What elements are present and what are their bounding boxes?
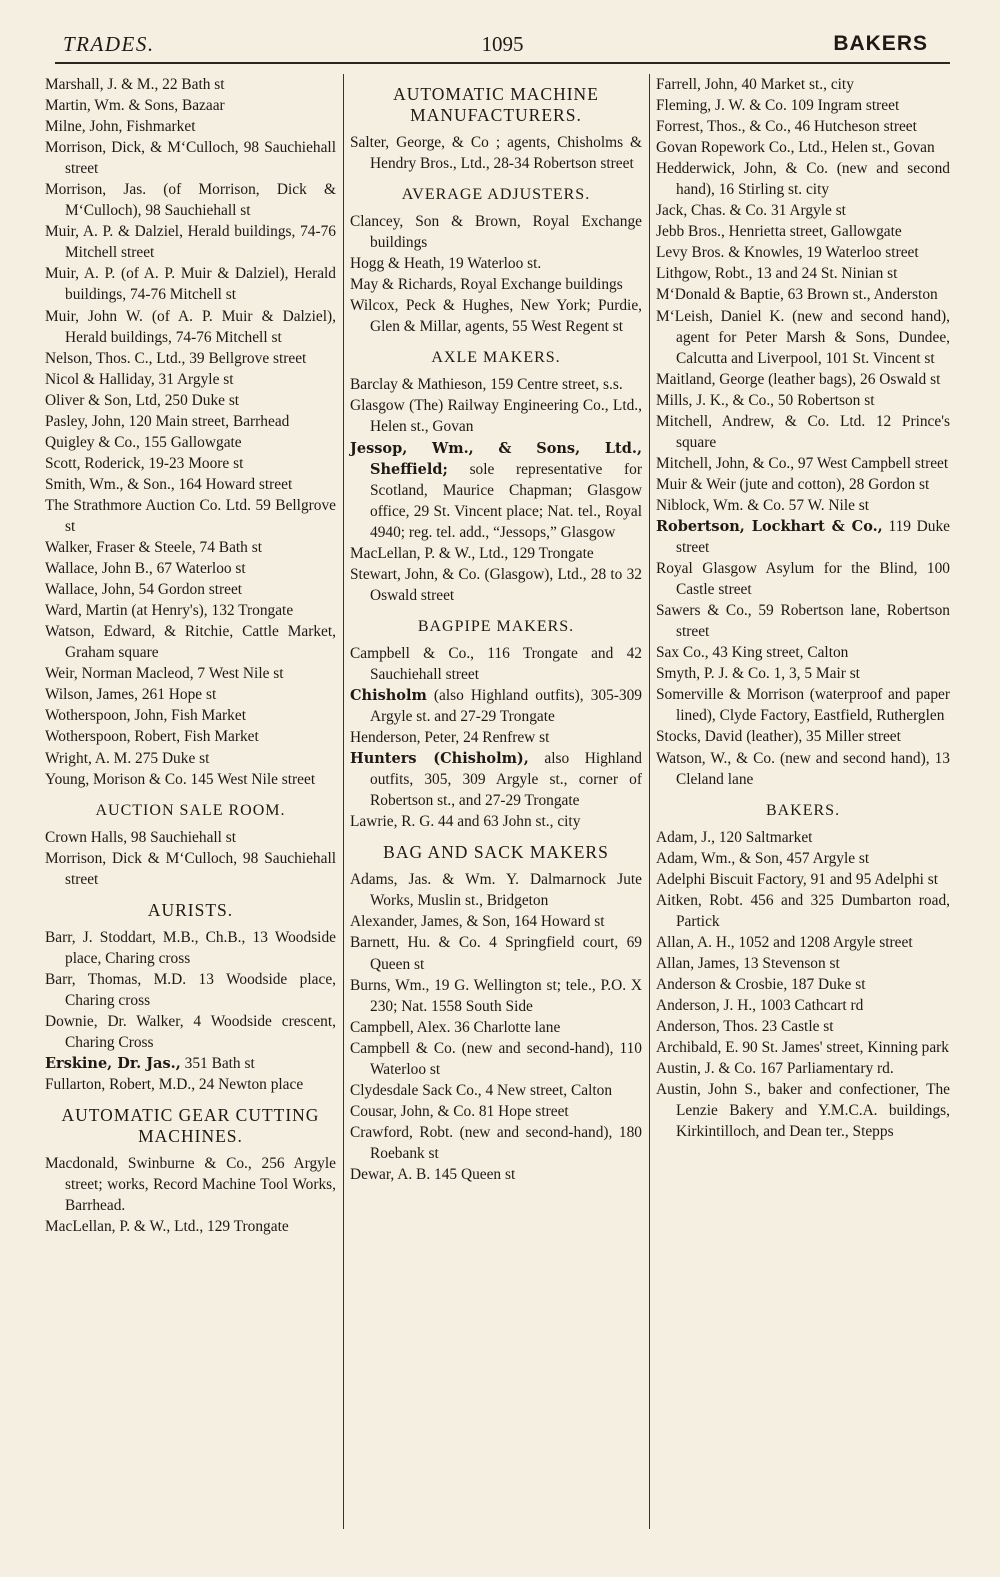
directory-entry xyxy=(45,306,336,348)
directory-entry xyxy=(656,827,950,848)
entry-text: Mills, J. K., & Co., 50 Robertson st xyxy=(656,391,875,409)
entry-text: Crawford, Robt. (new and second-hand), 180 Roebank st xyxy=(350,1123,642,1162)
entry-bold-name: Erskine, Dr. Jas., xyxy=(45,1055,181,1073)
trade-heading: BAGPIPE MAKERS. xyxy=(417,617,575,635)
entry-text: Nicol & Halliday, 31 Argyle st xyxy=(45,370,234,388)
trade-heading: BAKERS. xyxy=(765,801,841,819)
directory-entry xyxy=(656,869,950,890)
directory-entry xyxy=(45,558,336,579)
trade-heading: BAG AND SACK MAKERS xyxy=(383,842,609,863)
entry-text: Clydesdale Sack Co., 4 New street, Calton xyxy=(350,1081,613,1099)
directory-entry xyxy=(350,295,642,337)
trade-heading: AXLE MAKERS. xyxy=(431,349,561,367)
entry-text: Barclay & Mathieson, 159 Centre street, s.s. xyxy=(350,376,623,394)
entry-text: Forrest, Thos., & Co., 46 Hutcheson street xyxy=(656,118,917,136)
entry-text: Crown Halls, 98 Sauchiehall st xyxy=(45,828,237,846)
directory-columns xyxy=(45,74,950,1554)
directory-entry xyxy=(656,558,950,600)
directory-entry xyxy=(656,890,950,932)
entry-text: Weir, Norman Macleod, 7 West Nile st xyxy=(45,665,284,683)
entry-text: Farrell, John, 40 Market st., city xyxy=(656,76,854,93)
directory-entry xyxy=(350,395,642,437)
directory-entry xyxy=(45,116,336,137)
directory-entry xyxy=(656,726,950,747)
entry-text: The Strathmore Auction Co. Ltd. 59 Bellgrove st xyxy=(45,496,336,535)
entry-text: Watson, W., & Co. (new and second hand), 13 Cleland lane xyxy=(656,749,950,788)
page-number: 1095 xyxy=(481,32,524,56)
entry-text: 351 Bath st xyxy=(180,1055,255,1073)
trade-heading: BAKERS xyxy=(833,32,928,55)
column-left xyxy=(45,74,336,1237)
entry-text: Muir, John W. (of A. P. Muir & Dalziel), Herald buildings, 74-76 Mitchell st xyxy=(45,307,336,346)
entry-text: Adelphi Biscuit Factory, 91 and 95 Adelphi st xyxy=(656,870,938,888)
page-header xyxy=(55,30,950,64)
directory-entry xyxy=(45,263,336,305)
directory-entry xyxy=(45,348,336,369)
directory-entry xyxy=(45,411,336,432)
directory-entry xyxy=(45,369,336,390)
entry-text: Quigley & Co., 155 Gallowgate xyxy=(45,433,242,451)
trade-heading: AUTOMATIC MACHINE MANUFACTURERS. xyxy=(393,84,599,125)
entry-text: Mitchell, John, & Co., 97 West Campbell street xyxy=(656,454,949,472)
directory-entry xyxy=(656,848,950,869)
entry-text: Sax Co., 43 King street, Calton xyxy=(656,644,849,662)
directory-entry xyxy=(45,827,336,848)
entry-text: 119 Duke street xyxy=(676,517,950,557)
entry-bold-name: Robertson, Lockhart & Co., xyxy=(656,517,883,535)
entry-text: Martin, Wm. & Sons, Bazaar xyxy=(45,97,225,115)
entry-text: M‘Donald & Baptie, 63 Brown st., Anderston xyxy=(656,286,938,304)
entry-text: Barr, J. Stoddart, M.B., Ch.B., 13 Woodside place, Charing cross xyxy=(45,928,336,967)
entry-text: Barr, Thomas, M.D. 13 Woodside place, Charing cross xyxy=(45,970,336,1009)
entry-text: Morrison, Dick & M‘Culloch, 98 Sauchiehall street xyxy=(45,849,336,888)
directory-entry xyxy=(45,848,336,890)
directory-entry xyxy=(656,390,950,411)
directory-entry xyxy=(656,369,950,390)
directory-entry xyxy=(45,621,336,663)
directory-entry xyxy=(45,927,336,969)
directory-entry xyxy=(656,642,950,663)
directory-entry xyxy=(656,200,950,221)
directory-entry xyxy=(45,1074,336,1095)
entry-text: Young, Morison & Co. 145 West Nile street xyxy=(45,770,316,788)
entry-text: Muir, A. P. (of A. P. Muir & Dalziel), Herald buildings, 74-76 Mitchell st xyxy=(45,265,336,304)
entry-bold-name: Hunters (Chisholm), xyxy=(350,750,529,768)
entry-text: Milne, John, Fishmarket xyxy=(45,118,196,136)
directory-entry xyxy=(656,1037,950,1058)
entry-text: Lithgow, Robt., 13 and 24 St. Ninian st xyxy=(656,265,898,283)
directory-entry xyxy=(350,564,642,606)
entry-text: Adam, J., 120 Saltmarket xyxy=(656,828,813,846)
entry-text: Adams, Jas. & Wm. Y. Dalmarnock Jute Works, Muslin st., Bridgeton xyxy=(350,871,642,910)
directory-entry xyxy=(656,1058,950,1079)
entry-text: Henderson, Peter, 24 Renfrew st xyxy=(350,729,550,747)
entry-text: Morrison, Jas. (of Morrison, Dick & M‘Culloch), 98 Sauchiehall st xyxy=(45,181,336,220)
directory-entry xyxy=(350,932,642,974)
entry-text: Scott, Roderick, 19-23 Moore st xyxy=(45,454,244,472)
entry-text: Maitland, George (leather bags), 26 Oswald st xyxy=(656,370,941,388)
directory-entry xyxy=(656,453,950,474)
directory-entry xyxy=(45,1011,336,1053)
directory-entry xyxy=(350,911,642,932)
entry-text: Austin, John S., baker and confectioner, The Lenzie Bakery and Y.M.C.A. buildings, Kirkintilloch, and Dean ter., Stepps xyxy=(656,1081,950,1141)
entry-text: Wallace, John B., 67 Waterloo st xyxy=(45,560,246,578)
directory-entry xyxy=(656,411,950,453)
directory-entry xyxy=(350,543,642,564)
column-right xyxy=(656,74,950,1142)
directory-entry xyxy=(45,179,336,221)
entry-text: Adam, Wm., & Son, 457 Argyle st xyxy=(656,849,870,867)
directory-entry xyxy=(350,643,642,685)
entry-text: Stewart, John, & Co. (Glasgow), Ltd., 28 to 32 Oswald street xyxy=(350,565,642,604)
directory-entry xyxy=(656,263,950,284)
entry-text: Dewar, A. B. 145 Queen st xyxy=(350,1165,516,1183)
entry-text: M‘Leish, Daniel K. (new and second hand), agent for Peter Marsh & Sons, Dundee, Calcutta and Liverpool, 101 St. Vincent st xyxy=(656,307,950,367)
directory-entry xyxy=(45,453,336,474)
directory-entry xyxy=(350,1017,642,1038)
directory-entry xyxy=(45,95,336,116)
entry-text: Somerville & Morrison (waterproof and paper lined), Clyde Factory, Eastfield, Rutherglen xyxy=(656,686,950,725)
entry-text: Anderson, Thos. 23 Castle st xyxy=(656,1018,834,1036)
entry-text: Campbell & Co. (new and second-hand), 110 Waterloo st xyxy=(350,1039,642,1078)
directory-entry xyxy=(45,969,336,1011)
directory-entry xyxy=(45,769,336,790)
directory-entry xyxy=(45,600,336,621)
entry-text: Campbell, Alex. 36 Charlotte lane xyxy=(350,1018,561,1036)
directory-entry xyxy=(350,374,642,395)
entry-text: Lawrie, R. G. 44 and 63 John st., city xyxy=(350,813,581,831)
entry-text: Muir, A. P. & Dalziel, Herald buildings, 74-76 Mitchell street xyxy=(45,223,336,262)
entry-text: Cousar, John, & Co. 81 Hope street xyxy=(350,1102,569,1120)
directory-entry xyxy=(656,284,950,305)
directory-entry xyxy=(656,242,950,263)
directory-entry xyxy=(45,726,336,747)
directory-entry xyxy=(350,253,642,274)
directory-entry xyxy=(45,74,336,95)
directory-entry xyxy=(656,306,950,369)
directory-entry xyxy=(45,495,336,537)
directory-entry xyxy=(350,1101,642,1122)
entry-text: Archibald, E. 90 St. James' street, Kinning park xyxy=(656,1039,950,1057)
directory-entry xyxy=(656,474,950,495)
directory-entry xyxy=(656,137,950,158)
entry-text: Alexander, James, & Son, 164 Howard st xyxy=(350,913,605,931)
entry-text: Fleming, J. W. & Co. 109 Ingram street xyxy=(656,97,900,115)
directory-entry xyxy=(350,1164,642,1185)
directory-entry xyxy=(45,684,336,705)
directory-entry xyxy=(350,1122,642,1164)
directory-entry xyxy=(350,274,642,295)
entry-text: Salter, George, & Co ; agents, Chisholms & Hendry Bros., Ltd., 28-34 Robertson street xyxy=(350,134,642,173)
directory-entry xyxy=(350,132,642,174)
entry-text: Hogg & Heath, 19 Waterloo st. xyxy=(350,255,542,273)
entry-text: Anderson & Crosbie, 187 Duke st xyxy=(656,975,866,993)
trade-heading: AUCTION SALE ROOM. xyxy=(95,801,286,819)
entry-text: Niblock, Wm. & Co. 57 W. Nile st xyxy=(656,496,870,514)
entry-text: Jebb Bros., Henrietta street, Gallowgate xyxy=(656,223,902,241)
directory-entry xyxy=(656,663,950,684)
directory-entry xyxy=(656,974,950,995)
entry-bold-name: Chisholm xyxy=(350,686,427,704)
directory-entry xyxy=(45,663,336,684)
entry-text: Fullarton, Robert, M.D., 24 Newton place xyxy=(45,1076,304,1094)
entry-text: Ward, Martin (at Henry's), 132 Trongate xyxy=(45,602,294,620)
directory-entry xyxy=(350,869,642,911)
directory-entry xyxy=(45,1053,336,1074)
directory-entry xyxy=(656,932,950,953)
entry-text: Macdonald, Swinburne & Co., 256 Argyle street; works, Record Machine Tool Works, Barrhead. xyxy=(45,1155,336,1215)
directory-entry xyxy=(45,579,336,600)
directory-entry xyxy=(656,684,950,726)
directory-entry xyxy=(45,705,336,726)
section-title: TRADES. xyxy=(63,32,155,56)
column-divider xyxy=(343,74,344,1529)
directory-entry xyxy=(350,975,642,1017)
directory-entry xyxy=(45,748,336,769)
directory-entry xyxy=(45,390,336,411)
entry-text: Anderson, J. H., 1003 Cathcart rd xyxy=(656,996,864,1014)
entry-text: Jack, Chas. & Co. 31 Argyle st xyxy=(656,202,846,220)
directory-entry xyxy=(45,1216,336,1237)
entry-text: Campbell & Co., 116 Trongate and 42 Sauchiehall street xyxy=(350,644,642,683)
entry-text: Govan Ropework Co., Ltd., Helen st., Govan xyxy=(656,139,935,157)
entry-text: Smyth, P. J. & Co. 1, 3, 5 Mair st xyxy=(656,665,860,683)
directory-entry xyxy=(45,221,336,263)
entry-text: Pasley, John, 120 Main street, Barrhead xyxy=(45,412,290,430)
entry-text: Burns, Wm., 19 G. Wellington st; tele., P.O. X 230; Nat. 1558 South Side xyxy=(350,976,642,1015)
entry-text: (also Highland outfits), 305-309 Argyle st. and 27-29 Trongate xyxy=(370,686,642,726)
directory-entry xyxy=(656,748,950,790)
trade-heading: AUTOMATIC GEAR CUTTING MACHINES. xyxy=(61,1105,320,1147)
entry-text: Watson, Edward, & Ritchie, Cattle Market, Graham square xyxy=(45,623,336,662)
entry-text: Allan, A. H., 1052 and 1208 Argyle street xyxy=(656,933,913,951)
directory-entry xyxy=(350,727,642,748)
entry-text: Glasgow (The) Railway Engineering Co., Ltd., Helen st., Govan xyxy=(350,397,642,436)
directory-entry xyxy=(45,137,336,179)
directory-entry xyxy=(656,495,950,516)
entry-text: May & Richards, Royal Exchange buildings xyxy=(350,276,623,294)
directory-entry xyxy=(656,1079,950,1142)
entry-text: Wilson, James, 261 Hope st xyxy=(45,686,217,704)
entry-text: Allan, James, 13 Stevenson st xyxy=(656,954,840,972)
directory-entry xyxy=(350,811,642,832)
trade-heading: AVERAGE ADJUSTERS. xyxy=(401,186,591,204)
directory-entry xyxy=(350,438,642,543)
entry-text: Wilcox, Peck & Hughes, New York; Purdie, Glen & Millar, agents, 55 West Regent st xyxy=(350,297,642,336)
entry-text: Stocks, David (leather), 35 Miller street xyxy=(656,728,901,746)
trade-heading: AURISTS. xyxy=(147,899,234,920)
directory-entry xyxy=(656,600,950,642)
entry-text: Wright, A. M. 275 Duke st xyxy=(45,749,210,767)
entry-text: Sawers & Co., 59 Robertson lane, Robertson street xyxy=(656,602,950,641)
entry-text: Morrison, Dick, & M‘Culloch, 98 Sauchiehall street xyxy=(45,139,336,178)
directory-entry xyxy=(350,1080,642,1101)
column-divider xyxy=(649,74,650,1529)
entry-text: Royal Glasgow Asylum for the Blind, 100 Castle street xyxy=(656,560,950,599)
entry-bold-name: Jessop, Wm., & Sons, Ltd., Sheffield; xyxy=(350,439,642,478)
entry-text: Smith, Wm., & Son., 164 Howard street xyxy=(45,475,293,493)
entry-text: MacLellan, P. & W., Ltd., 129 Trongate xyxy=(350,544,594,562)
entry-text: Wallace, John, 54 Gordon street xyxy=(45,581,243,599)
entry-text: Levy Bros. & Knowles, 19 Waterloo street xyxy=(656,244,919,262)
directory-entry xyxy=(656,995,950,1016)
entry-text: also Highland outfits, 305, 309 Argyle st., corner of Robertson st., and 27-29 Trongate xyxy=(370,750,642,810)
entry-text: sole representative for Scotland, Maurice Chapman; Glasgow office, 29 St. Vincent place; Nat. tel., Royal 4940; reg. tel. add., “Jessops,” Glasgow xyxy=(370,460,642,541)
entry-text: Oliver & Son, Ltd, 250 Duke st xyxy=(45,391,240,409)
directory-entry xyxy=(45,474,336,495)
entry-text: Wotherspoon, John, Fish Market xyxy=(45,707,246,725)
entry-text: Muir & Weir (jute and cotton), 28 Gordon st xyxy=(656,475,930,493)
directory-entry xyxy=(656,516,950,558)
directory-entry xyxy=(350,1038,642,1080)
directory-entry xyxy=(656,95,950,116)
entry-text: Aitken, Robt. 456 and 325 Dumbarton road, Partick xyxy=(656,891,950,930)
directory-entry xyxy=(350,748,642,811)
entry-text: Walker, Fraser & Steele, 74 Bath st xyxy=(45,539,262,557)
entry-text: Clancey, Son & Brown, Royal Exchange buildings xyxy=(350,213,642,252)
directory-entry xyxy=(45,1153,336,1216)
entry-text: Downie, Dr. Walker, 4 Woodside crescent, Charing Cross xyxy=(45,1012,336,1051)
directory-entry xyxy=(45,537,336,558)
directory-entry xyxy=(656,74,950,95)
column-middle xyxy=(350,74,642,1185)
entry-text: Nelson, Thos. C., Ltd., 39 Bellgrove street xyxy=(45,349,307,367)
entry-text: Wotherspoon, Robert, Fish Market xyxy=(45,728,259,746)
directory-entry xyxy=(350,685,642,727)
directory-entry xyxy=(656,158,950,200)
entry-text: Austin, J. & Co. 167 Parliamentary rd. xyxy=(656,1060,894,1078)
entry-text: Barnett, Hu. & Co. 4 Springfield court, 69 Queen st xyxy=(350,934,642,973)
directory-entry xyxy=(656,953,950,974)
entry-text: Mitchell, Andrew, & Co. Ltd. 12 Prince's square xyxy=(656,412,950,451)
entry-text: Marshall, J. & M., 22 Bath st xyxy=(45,76,225,93)
entry-text: Hedderwick, John, & Co. (new and second hand), 16 Stirling st. city xyxy=(656,160,950,199)
directory-entry xyxy=(656,116,950,137)
entry-text: MacLellan, P. & W., Ltd., 129 Trongate xyxy=(45,1218,289,1236)
directory-entry xyxy=(45,432,336,453)
directory-entry xyxy=(350,211,642,253)
directory-entry xyxy=(656,221,950,242)
directory-entry xyxy=(656,1016,950,1037)
